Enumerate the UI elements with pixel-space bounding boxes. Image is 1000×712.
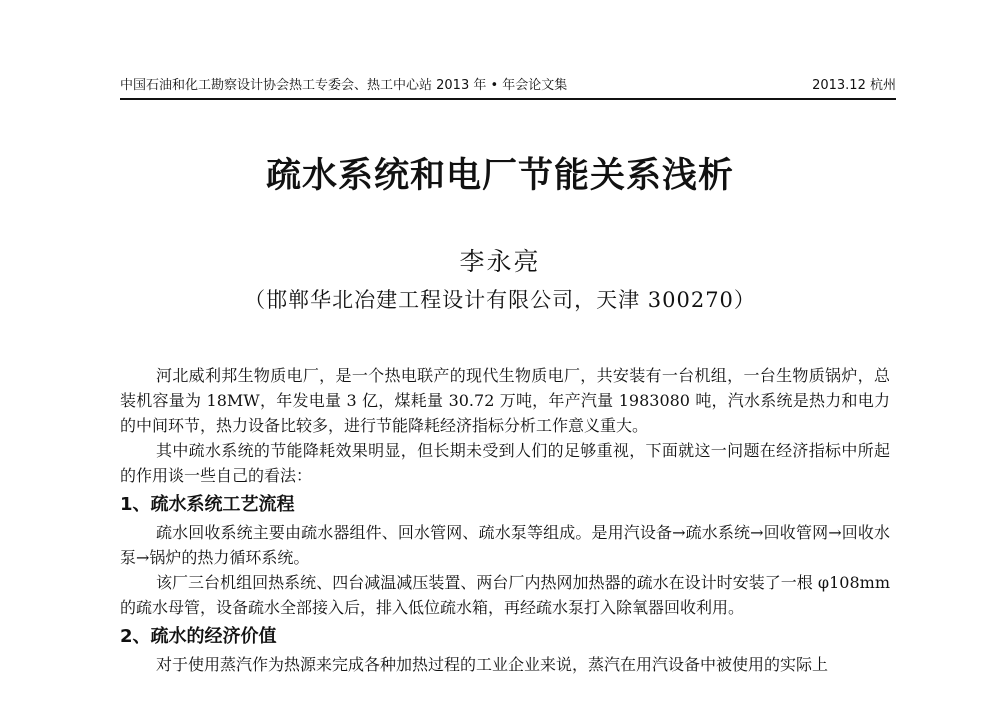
body-paragraph: 疏水回收系统主要由疏水器组件、回水管网、疏水泵等组成。是用汽设备→疏水系统→回收管网→回收水泵→锅炉的热力循环系统。 — [120, 523, 890, 567]
article-title: 疏水系统和电厂节能关系浅析 — [265, 156, 734, 196]
body-paragraph: 该厂三台机组回热系统、四台减温减压装置、两台厂内热网加热器的疏水在设计时安装了一根 φ108mm 的疏水母管，设备疏水全部接入后，排入低位疏水箱，再经疏水泵打入除氧器回收利用。 — [120, 573, 890, 617]
article-affiliation: （邯郸华北冶建工程设计有限公司，天津 300270） — [244, 288, 756, 312]
header-date-location: 2013.12 杭州 — [812, 78, 896, 93]
header-proceedings-title: 中国石油和化工勘察设计协会热工专委会、热工中心站 2013 年 • 年会论文集 — [120, 78, 568, 93]
section-heading-economic-value: 2、疏水的经济价值 — [120, 626, 277, 647]
article-author: 李永亮 — [459, 247, 541, 276]
article-body — [120, 363, 890, 677]
body-paragraph: 其中疏水系统的节能降耗效果明显，但长期未受到人们的足够重视，下面就这一问题在经济指标中所起的作用谈一些自己的看法： — [120, 441, 890, 485]
body-paragraph: 河北威利邦生物质电厂，是一个热电联产的现代生物质电厂，共安装有一台机组，一台生物质锅炉，总装机容量为 18MW，年发电量 3 亿，煤耗量 30.72 万吨，年产汽量 1983080 吨，汽水系统是热力和电力的中间环节，热力设备比较多，进行节能降耗经济指标分析工作意义重大。 — [120, 366, 890, 435]
running-header — [120, 70, 896, 100]
section-heading-process-flow: 1、疏水系统工艺流程 — [120, 494, 295, 515]
body-paragraph: 对于使用蒸汽作为热源来完成各种加热过程的工业企业来说，蒸汽在用汽设备中被使用的实际上 — [156, 655, 829, 674]
